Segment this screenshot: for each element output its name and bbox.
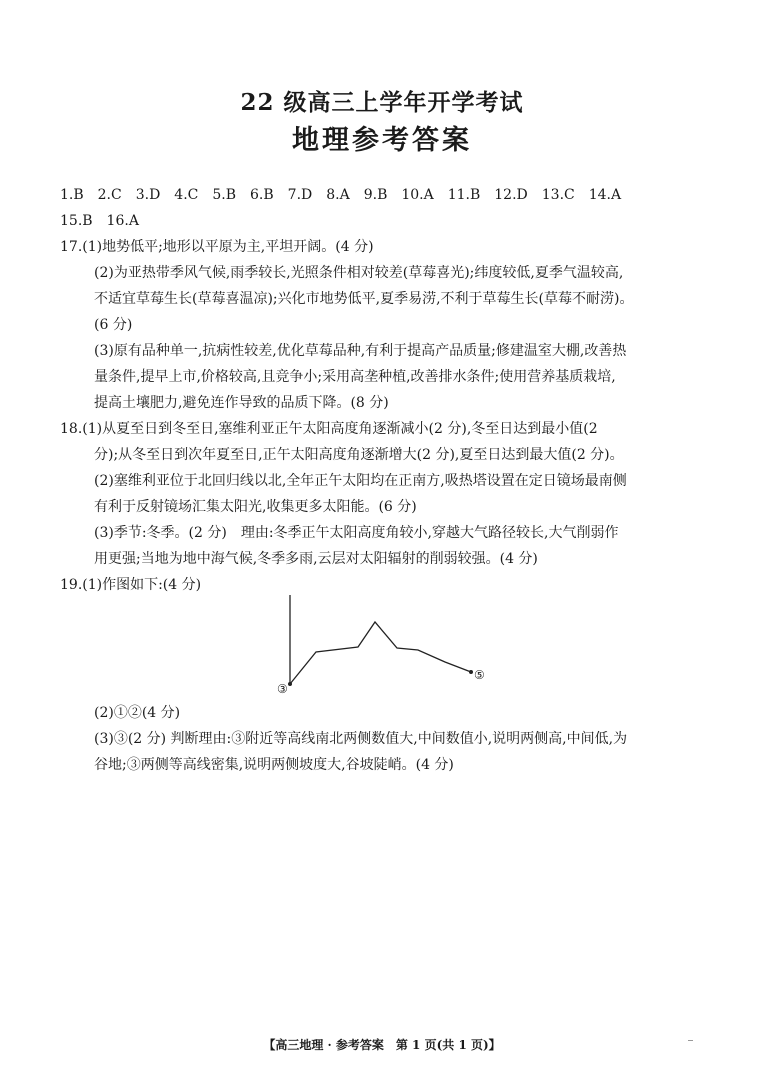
- profile-line: [290, 622, 471, 684]
- choice-answers-line-2: 15.B 16.A: [60, 213, 139, 229]
- q17-line-5: (3)原有品种单一,抗病性较差,优化草莓品种,有利于提高产品质量;修建温室大棚,改善热: [94, 343, 627, 359]
- choice-answers-line-1: 1.B 2.C 3.D 4.C 5.B 6.B 7.D 8.A 9.B 10.A 11.B 12.D 13.C 14.A: [60, 187, 622, 203]
- q19-line-1: 19.(1)作图如下:(4 分): [60, 577, 202, 593]
- q18-line-3: (2)塞维利亚位于北回归线以北,全年正午太阳均在正南方,吸热塔设置在定日镜场最南侧: [94, 473, 627, 489]
- q17-line-6: 量条件,提早上市,价格较高,且竞争小;采用高垄种植,改善排水条件;使用营养基质栽培,: [94, 369, 616, 385]
- q18-line-5: (3)季节:冬季。(2 分) 理由:冬季正午太阳高度角较小,穿越大气路径较长,大气削弱作: [94, 525, 619, 541]
- profile-graph: [270, 590, 500, 700]
- corner-mark: [688, 1040, 693, 1041]
- q19-line-2: (2)①②(4 分): [94, 705, 181, 721]
- point-5-label: ⑤: [474, 668, 485, 682]
- q17-line-7: 提高土壤肥力,避免连作导致的品质下降。(8 分): [94, 395, 389, 411]
- exam-title: 22 级高三上学年开学考试: [240, 89, 524, 116]
- q17-line-4: (6 分): [94, 317, 133, 333]
- point-3-label: ③: [277, 682, 288, 696]
- q17-line-2: (2)为亚热带季风气候,雨季较长,光照条件相对较差(草莓喜光);纬度较低,夏季气温较高,: [94, 265, 624, 281]
- q17-line-3: 不适宜草莓生长(草莓喜温凉);兴化市地势低平,夏季易涝,不利于草莓生长(草莓不耐涝)。: [94, 291, 634, 307]
- page-footer: 【高三地理 · 参考答案 第 1 页(共 1 页)】: [263, 1038, 501, 1052]
- q18-line-1: 18.(1)从夏至日到冬至日,塞维利亚正午太阳高度角逐渐减小(2 分),冬至日达到最小值(2: [60, 421, 598, 437]
- q19-line-4: 谷地;③两侧等高线密集,说明两侧坡度大,谷坡陡峭。(4 分): [94, 757, 454, 773]
- q18-line-2: 分);从冬至日到次年夏至日,正午太阳高度角逐渐增大(2 分),夏至日达到最大值(2 分)。: [94, 447, 624, 463]
- profile-start-point: [288, 682, 292, 686]
- profile-end-point: [469, 670, 473, 674]
- q17-line-1: 17.(1)地势低平;地形以平原为主,平坦开阔。(4 分): [60, 239, 374, 255]
- q18-line-4: 有利于反射镜场汇集太阳光,收集更多太阳能。(6 分): [94, 499, 417, 515]
- q19-line-3: (3)③(2 分) 判断理由:③附近等高线南北两侧数值大,中间数值小,说明两侧高,中间低,为: [94, 731, 628, 747]
- answer-title: 地理参考答案: [292, 125, 472, 156]
- q18-line-6: 用更强;当地为地中海气候,冬季多雨,云层对太阳辐射的削弱较强。(4 分): [94, 551, 538, 567]
